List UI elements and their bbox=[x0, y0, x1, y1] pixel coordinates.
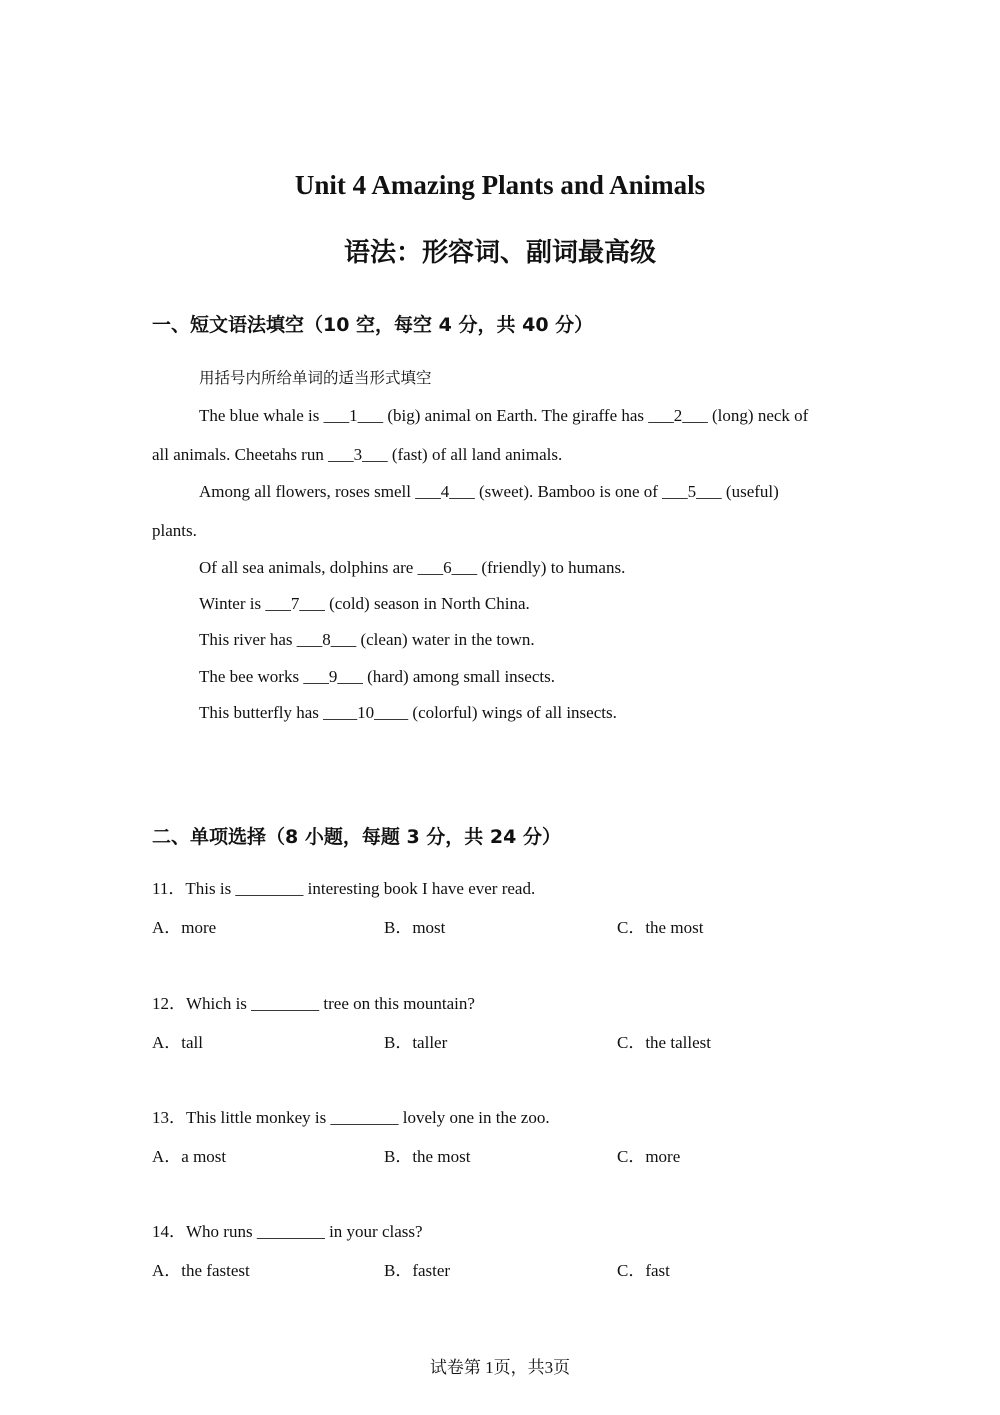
option-c[interactable]: C．the most bbox=[617, 918, 704, 937]
passage-line: The blue whale is ___1___ (big) animal on Earth. The giraffe has ___2___ (long) neck of bbox=[199, 406, 809, 425]
passage-line: Of all sea animals, dolphins are ___6___ (friendly) to humans. bbox=[199, 558, 626, 577]
section1-instruction: 用括号内所给单词的适当形式填空 bbox=[199, 369, 432, 387]
document-title: Unit 4 Amazing Plants and Animals bbox=[294, 170, 706, 200]
passage-line: This river has ___8___ (clean) water in the town. bbox=[199, 630, 535, 649]
option-b[interactable]: B．the most bbox=[384, 1147, 471, 1166]
option-a[interactable]: A．a most bbox=[152, 1147, 227, 1166]
passage-line: plants. bbox=[152, 521, 197, 540]
question-stem: 14．Who runs ________ in your class? bbox=[152, 1222, 423, 1241]
option-c[interactable]: C．the tallest bbox=[617, 1033, 711, 1052]
option-b[interactable]: B．most bbox=[384, 918, 446, 937]
option-a[interactable]: A．tall bbox=[152, 1033, 203, 1052]
passage-line: The bee works ___9___ (hard) among small insects. bbox=[199, 667, 555, 686]
passage-line: all animals. Cheetahs run ___3___ (fast) of all land animals. bbox=[152, 445, 563, 464]
question-stem: 13．This little monkey is ________ lovely one in the zoo. bbox=[152, 1108, 550, 1127]
passage-line: This butterfly has ____10____ (colorful) wings of all insects. bbox=[199, 703, 617, 722]
passage-line: Among all flowers, roses smell ___4___ (sweet). Bamboo is one of ___5___ (useful) bbox=[199, 482, 779, 501]
document-subtitle: 语法：形容词、副词最高级 bbox=[343, 238, 656, 268]
option-a[interactable]: A．more bbox=[152, 918, 217, 937]
option-b[interactable]: B．faster bbox=[384, 1261, 451, 1280]
question-stem: 11．This is ________ interesting book I have ever read. bbox=[152, 879, 536, 898]
option-b[interactable]: B．taller bbox=[384, 1033, 448, 1052]
section1-heading: 一、短文语法填空（10 空，每空 4 分，共 40 分） bbox=[152, 314, 594, 336]
option-c[interactable]: C．fast bbox=[617, 1261, 670, 1280]
question-stem: 12．Which is ________ tree on this mountain? bbox=[152, 994, 475, 1013]
page-footer: 试卷第 1页，共3页 bbox=[429, 1358, 571, 1377]
section2-heading: 二、单项选择（8 小题，每题 3 分，共 24 分） bbox=[152, 826, 561, 848]
passage-line: Winter is ___7___ (cold) season in North China. bbox=[199, 594, 530, 613]
option-c[interactable]: C．more bbox=[617, 1147, 681, 1166]
option-a[interactable]: A．the fastest bbox=[152, 1261, 250, 1280]
